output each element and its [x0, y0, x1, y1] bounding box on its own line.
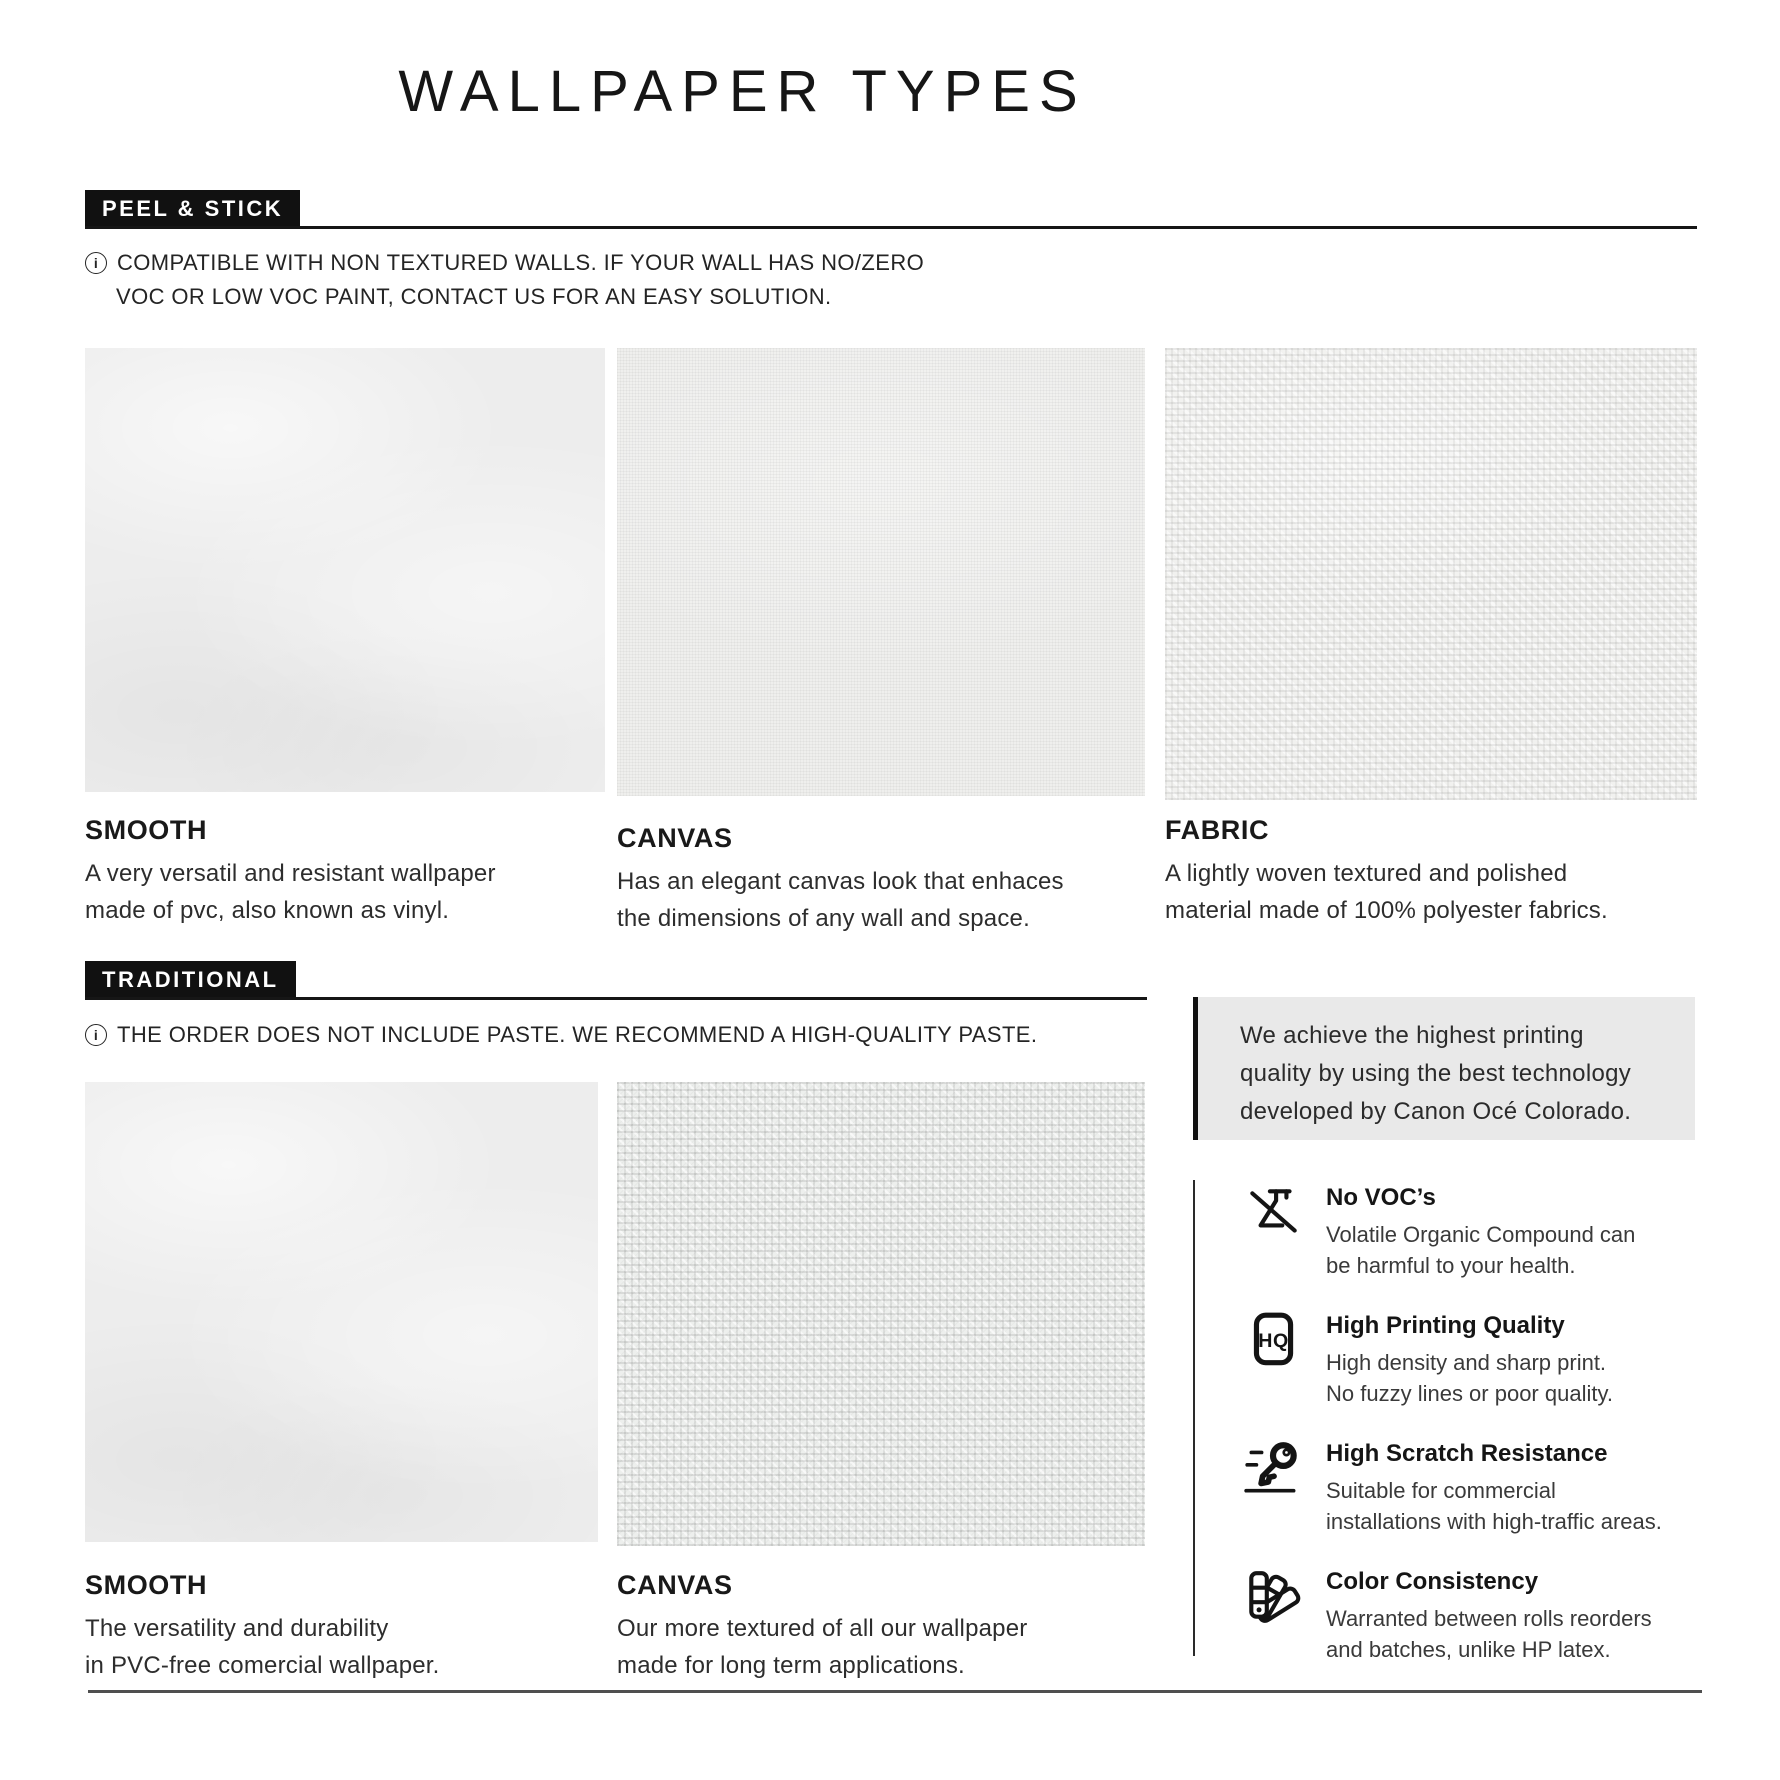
feature-title: High Scratch Resistance — [1326, 1440, 1608, 1467]
desc-line: A very versatil and resistant wallpaper — [85, 860, 496, 887]
type-title-fabric: FABRIC — [1165, 815, 1270, 845]
page-title: WALLPAPER TYPES — [398, 59, 1087, 124]
desc-line: material made of 100% polyester fabrics. — [1165, 897, 1608, 924]
footer-divider-line — [88, 1690, 1702, 1693]
desc-line: Has an elegant canvas look that enhaces — [617, 868, 1064, 895]
traditional-note-line — [85, 1018, 1037, 1052]
traditional-badge: TRADITIONAL — [85, 961, 296, 1000]
desc-line: Warranted between rolls reorders — [1326, 1606, 1652, 1631]
peel-stick-rule — [85, 226, 1697, 229]
type-title-canvas: CANVAS — [617, 1570, 733, 1600]
type-desc-smooth — [85, 1610, 598, 1684]
peel-stick-note — [85, 246, 924, 314]
info-icon: i — [85, 252, 107, 274]
note-text: COMPATIBLE WITH NON TEXTURED WALLS. IF YOUR WALL HAS NO/ZERO — [117, 250, 925, 275]
no-voc-icon — [1242, 1182, 1304, 1244]
desc-line: made for long term applications. — [617, 1652, 965, 1679]
callout-line: developed by Canon Océ Colorado. — [1240, 1098, 1632, 1125]
feature-text — [1326, 1182, 1635, 1281]
swatch-fan-icon — [1242, 1566, 1304, 1628]
print-quality-callout — [1193, 997, 1695, 1140]
desc-line: A lightly woven textured and polished — [1165, 860, 1568, 887]
feature-title: No VOC’s — [1326, 1184, 1436, 1211]
key-icon — [1242, 1438, 1304, 1500]
canvas-texture-image — [617, 348, 1145, 796]
traditional-note — [85, 1018, 1037, 1052]
peel-stick-canvas-column — [617, 348, 1145, 937]
feature-title: Color Consistency — [1326, 1568, 1539, 1595]
smooth-texture-image — [85, 348, 605, 792]
callout-line: We achieve the highest printing — [1240, 1022, 1584, 1049]
peel-stick-note-line1 — [85, 246, 924, 280]
feature-text — [1326, 1310, 1613, 1409]
note-text: THE ORDER DOES NOT INCLUDE PASTE. WE RECOMMEND A HIGH-QUALITY PASTE. — [117, 1022, 1038, 1047]
feature-desc — [1326, 1603, 1652, 1665]
features-divider-line — [1193, 1180, 1195, 1656]
desc-line: be harmful to your health. — [1326, 1253, 1576, 1278]
desc-line: in PVC-free comercial wallpaper. — [85, 1652, 440, 1679]
desc-line: made of pvc, also known as vinyl. — [85, 897, 450, 924]
smooth-texture-image — [85, 1082, 598, 1542]
desc-line: Volatile Organic Compound can — [1326, 1222, 1636, 1247]
hq-icon-label: HQ — [1258, 1330, 1289, 1353]
feature-high-scratch-resistance — [1242, 1438, 1712, 1537]
traditional-canvas-column — [617, 1082, 1145, 1684]
feature-desc — [1326, 1347, 1613, 1409]
type-title-smooth: SMOOTH — [85, 815, 208, 845]
feature-title: High Printing Quality — [1326, 1312, 1565, 1339]
traditional-smooth-column — [85, 1082, 598, 1684]
feature-color-consistency — [1242, 1566, 1712, 1665]
desc-line: The versatility and durability — [85, 1615, 389, 1642]
peel-stick-badge: PEEL & STICK — [85, 190, 300, 229]
traditional-rule — [85, 997, 1147, 1000]
desc-line: installations with high-traffic areas. — [1326, 1509, 1662, 1534]
type-desc-canvas — [617, 1610, 1145, 1684]
type-desc-smooth — [85, 855, 605, 929]
feature-high-printing-quality — [1242, 1310, 1712, 1409]
canvas-texture-image — [617, 1082, 1145, 1546]
hq-icon — [1242, 1310, 1304, 1372]
callout-line: quality by using the best technology — [1240, 1060, 1632, 1087]
feature-text — [1326, 1438, 1662, 1537]
desc-line: and batches, unlike HP latex. — [1326, 1637, 1611, 1662]
feature-desc — [1326, 1475, 1662, 1537]
peel-stick-smooth-column — [85, 348, 605, 929]
peel-stick-note-line2 — [85, 280, 924, 314]
type-title-smooth: SMOOTH — [85, 1570, 208, 1600]
feature-text — [1326, 1566, 1652, 1665]
info-icon: i — [85, 1024, 107, 1046]
desc-line: Suitable for commercial — [1326, 1478, 1556, 1503]
desc-line: High density and sharp print. — [1326, 1350, 1607, 1375]
note-text: VOC OR LOW VOC PAINT, CONTACT US FOR AN EASY SOLUTION. — [116, 284, 832, 309]
feature-no-voc — [1242, 1182, 1712, 1281]
peel-stick-fabric-column — [1165, 348, 1697, 929]
type-desc-fabric — [1165, 855, 1697, 929]
type-title-canvas: CANVAS — [617, 823, 733, 853]
type-desc-canvas — [617, 863, 1145, 937]
desc-line: the dimensions of any wall and space. — [617, 905, 1030, 932]
fabric-texture-image — [1165, 348, 1697, 800]
desc-line: Our more textured of all our wallpaper — [617, 1615, 1028, 1642]
desc-line: No fuzzy lines or poor quality. — [1326, 1381, 1613, 1406]
feature-desc — [1326, 1219, 1635, 1281]
